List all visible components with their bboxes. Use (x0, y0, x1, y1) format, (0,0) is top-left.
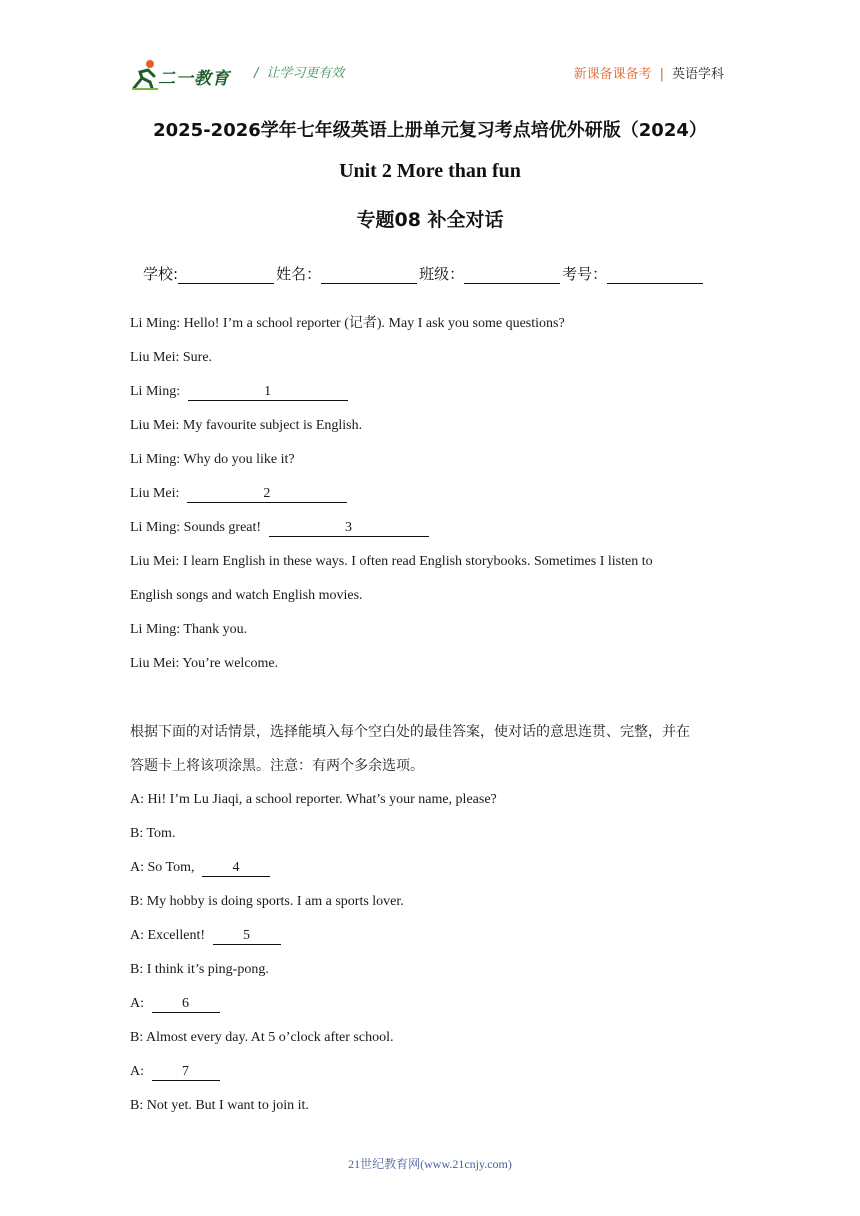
subject-label: 英语学科 (671, 67, 724, 82)
answer-blank[interactable]: 2 (187, 484, 347, 503)
answer-blank[interactable]: 4 (202, 858, 270, 877)
dialogue-line (130, 414, 740, 448)
dialogue-line (130, 448, 740, 482)
answer-blank[interactable]: 7 (152, 1062, 220, 1081)
logo (130, 58, 248, 92)
exercise-content (130, 312, 740, 1128)
instruction-line: 根据下面的对话情景，选择能填入每个空白处的最佳答案，使对话的意思连贯、完整，并在 (130, 724, 690, 740)
dialogue-line (130, 856, 740, 890)
dialogue-line (130, 822, 740, 856)
dialogue-line (130, 1094, 740, 1128)
logo-text: 二一教育 (158, 69, 230, 89)
dialogue-two (130, 788, 740, 1128)
topic-title: 专题08 补全对话 (356, 209, 504, 231)
brand-label: 新课备课备考 (573, 67, 652, 82)
number-label: 考号： (562, 265, 608, 283)
dialogue-text: B: Almost every day. At 5 o’clock after school. (130, 1030, 394, 1045)
answer-blank[interactable]: 6 (152, 994, 220, 1013)
runner-logo-icon (130, 58, 160, 90)
dialogue-text: Li Ming: Thank you. (130, 622, 248, 637)
dialogue-line (130, 618, 740, 652)
dialogue-text: English songs and watch English movies. (130, 588, 363, 603)
dialogue-text: Li Ming: Why do you like it? (130, 452, 295, 467)
number-field[interactable] (607, 269, 703, 284)
dialogue-line (130, 652, 740, 686)
dialogue-text: A: So Tom, (130, 860, 198, 875)
dialogue-line (130, 584, 740, 618)
dialogue-text: A: (130, 996, 148, 1011)
student-info-row (143, 263, 705, 284)
dialogue-line (130, 1026, 740, 1060)
dialogue-line (130, 1060, 740, 1094)
name-field[interactable] (321, 269, 417, 284)
dialogue-one (130, 312, 740, 686)
dialogue-line (130, 482, 740, 516)
dialogue-text: Liu Mei: My favourite subject is English. (130, 418, 363, 433)
dialogue-line (130, 346, 740, 380)
answer-blank[interactable]: 5 (213, 926, 281, 945)
answer-blank[interactable]: 1 (188, 382, 348, 401)
dialogue-text: B: My hobby is doing sports. I am a sports lover. (130, 894, 404, 909)
dialogue-line (130, 312, 740, 346)
dialogue-line (130, 550, 740, 584)
slogan-text: 让学习更有效 (266, 66, 345, 81)
school-field[interactable] (178, 269, 274, 284)
dialogue-text: Liu Mei: Sure. (130, 350, 213, 365)
unit-title: Unit 2 More than fun (339, 160, 521, 182)
dialogue-line (130, 788, 740, 822)
dialogue-text: Liu Mei: I learn English in these ways. I often read English storybooks. Sometimes I listen to (130, 554, 653, 569)
footer-source: 21世纪教育网(www.21cnjy.com) (348, 1157, 512, 1171)
school-label: 学校: (143, 265, 179, 283)
class-field[interactable] (464, 269, 560, 284)
header-right: 新课备课备考 | 英语学科 (573, 67, 724, 82)
dialogue-text: B: Not yet. But I want to join it. (130, 1098, 309, 1113)
dialogue-text: A: Excellent! (130, 928, 209, 943)
name-label: 姓名： (276, 265, 322, 283)
dialogue-line (130, 516, 740, 550)
dialogue-line (130, 958, 740, 992)
dialogue-text: Liu Mei: You’re welcome. (130, 656, 279, 671)
dialogue-text: B: I think it’s ping-pong. (130, 962, 269, 977)
dialogue-text: Li Ming: Hello! I’m a school reporter (记者). May I ask you some questions? (130, 316, 565, 331)
dialogue-text: Li Ming: Sounds great! (130, 520, 265, 535)
answer-blank[interactable]: 3 (269, 518, 429, 537)
dialogue-text: Liu Mei: (130, 486, 183, 501)
document-title: 2025-2026学年七年级英语上册单元复习考点培优外研版（2024） (153, 120, 707, 141)
dialogue-line (130, 924, 740, 958)
dialogue-text: Li Ming: (130, 384, 184, 399)
dialogue-text: A: Hi! I’m Lu Jiaqi, a school reporter. What’s your name, please? (130, 792, 497, 807)
page-header (130, 54, 730, 94)
dialogue-line (130, 992, 740, 1026)
slogan: / 让学习更有效 (254, 66, 345, 81)
dialogue-line (130, 890, 740, 924)
dialogue-line (130, 380, 740, 414)
class-label: 班级： (419, 265, 465, 283)
dialogue-text: A: (130, 1064, 148, 1079)
dialogue-text: B: Tom. (130, 826, 176, 841)
instruction-line: 答题卡上将该项涂黑。注意：有两个多余选项。 (130, 758, 424, 774)
